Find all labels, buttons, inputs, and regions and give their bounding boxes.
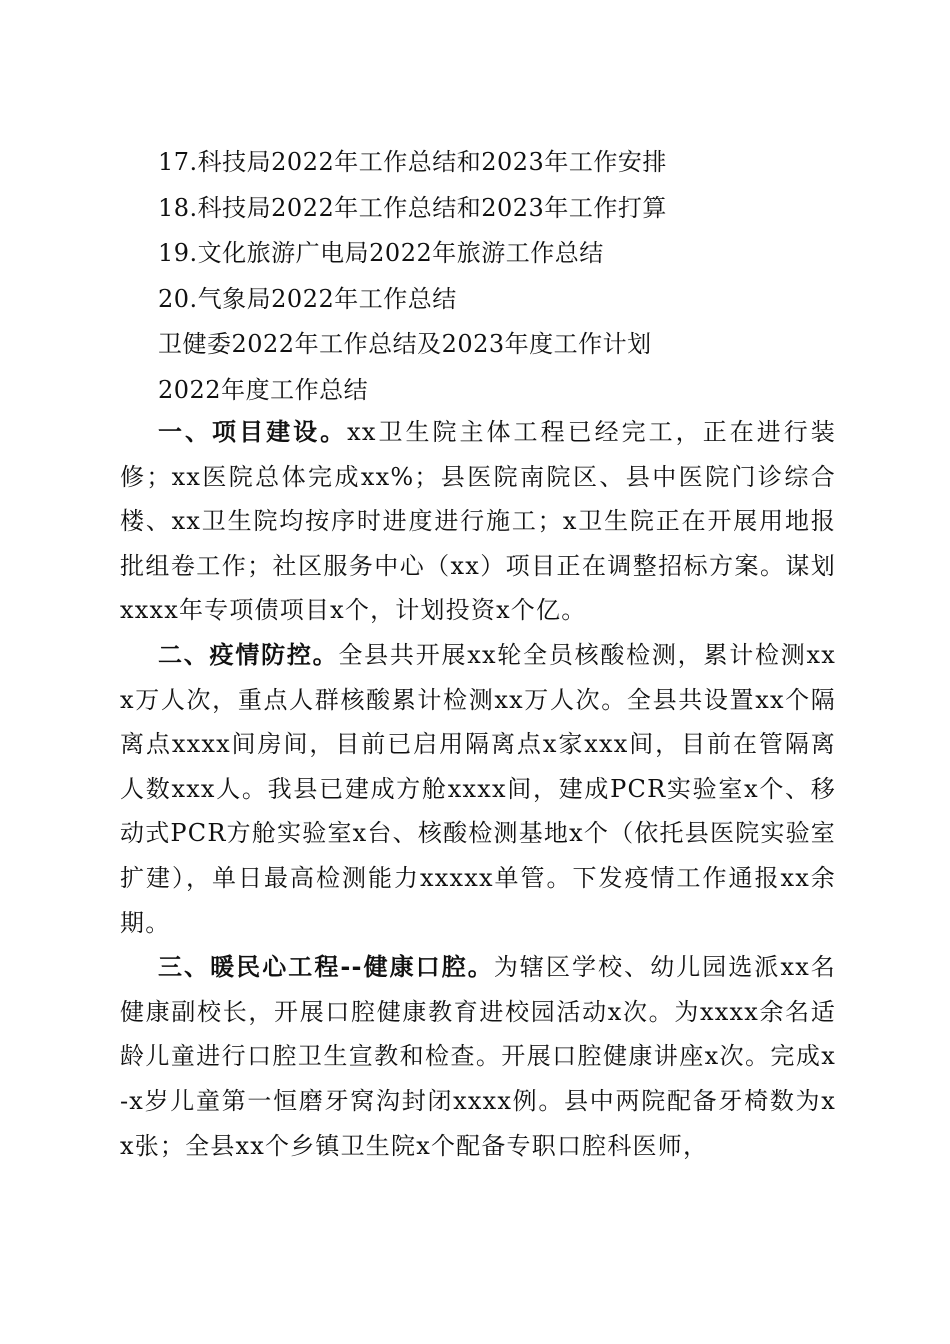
section-project-construction — [120, 410, 836, 633]
section-text: xx卫生院主体工程已经完工，正在进行装修；xx医院总体完成xx%；县医院南院区、县中医院门诊综合楼、xx卫生院均按序时进度进行施工；x卫生院正在开展用地报批组卷工作；社区服务中心（xx）项目正在调整招标方案。谋划xxxx年专项债项目x个，计划投资x个亿。 — [120, 418, 836, 625]
section-heading: 三、暖民心工程--健康口腔。 — [158, 953, 494, 982]
list-item: 17.科技局2022年工作总结和2023年工作安排 — [158, 148, 667, 176]
list-item: 18.科技局2022年工作总结和2023年工作打算 — [158, 193, 667, 222]
section-heading: 二、疫情防控。 — [158, 640, 339, 669]
section-text: 为辖区学校、幼儿园选派xx名健康副校长，开展口腔健康教育进校园活动x次。为xxxx余名适龄儿童进行口腔卫生宣教和检查。开展口腔健康讲座x次。完成x-x岁儿童第一恒磨牙窝沟封闭xxxx例。县中两院配备牙椅数为xx张；全县xx个乡镇卫生院x个配备专职口腔科医师， — [120, 953, 836, 1160]
document-body — [120, 410, 836, 1168]
section-oral-health — [120, 945, 836, 1168]
list-item: 卫健委2022年工作总结及2023年度工作计划 — [158, 330, 652, 358]
list-item: 20.气象局2022年工作总结 — [158, 284, 457, 313]
list-item: 2022年度工作总结 — [158, 375, 369, 404]
document-list — [158, 140, 858, 413]
list-item: 19.文化旅游广电局2022年旅游工作总结 — [158, 239, 604, 267]
section-text: 全县共开展xx轮全员核酸检测，累计检测xxx万人次，重点人群核酸累计检测xx万人次。全县共设置xx个隔离点xxxx间房间，目前已启用隔离点x家xxx间，目前在管隔离人数xxx人。我县已建成方舱xxxx间，建成PCR实验室x个、移动式PCR方舱实验室x台、核酸检测基地x个（依托县医院实验室扩建），单日最高检测能力xxxxx单管。下发疫情工作通报xx余期。 — [120, 640, 836, 937]
section-heading: 一、项目建设。 — [158, 418, 348, 446]
section-epidemic-control — [120, 633, 836, 945]
